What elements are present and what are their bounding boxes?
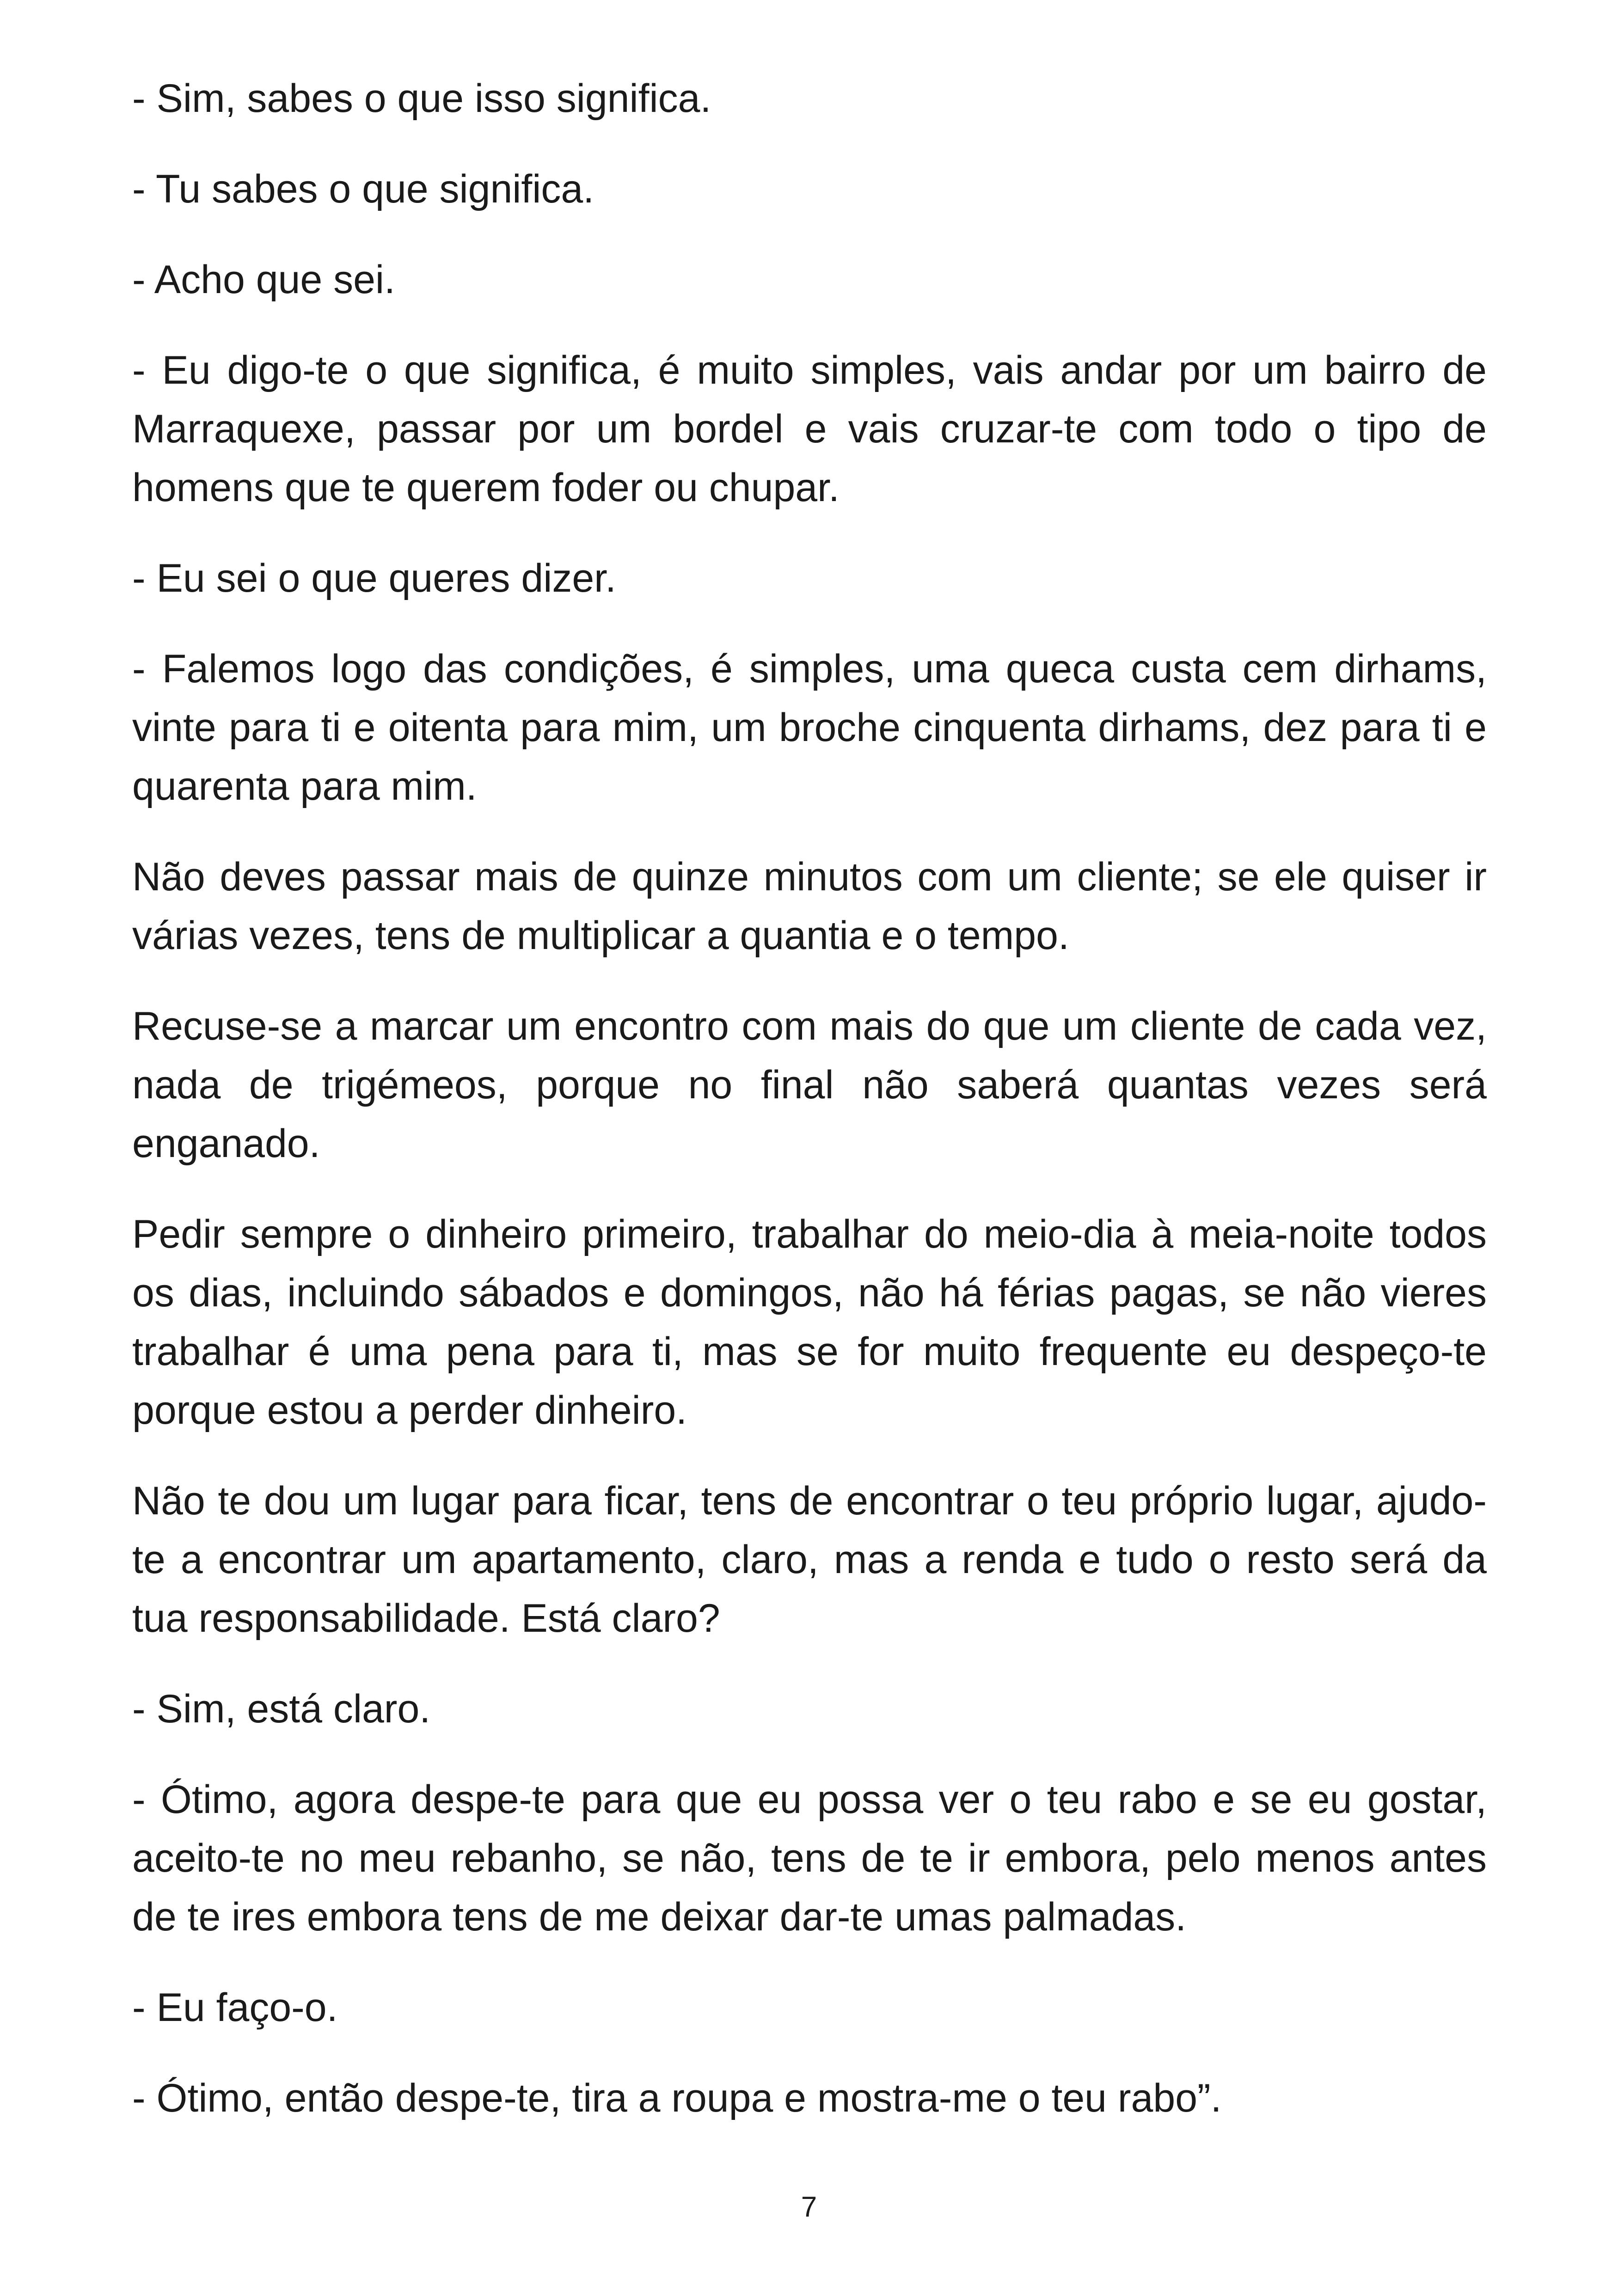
- paragraph: - Sim, sabes o que isso significa.: [132, 76, 711, 121]
- paragraph: - Eu faço-o.: [132, 1985, 338, 2030]
- paragraph: - Ótimo, agora despe-te para que eu possa ver o teu rabo e se eu gostar, aceito-te no meu rebanho, se não, tens de te ir embora, pelo menos antes de te ires embora tens de me deixar dar-te umas palmadas.: [132, 1777, 1487, 1939]
- paragraph: - Falemos logo das condições, é simples, uma queca custa cem dirhams, vinte para ti e oitenta para mim, um broche cinquenta dirhams, dez para ti e quarenta para mim.: [132, 647, 1487, 808]
- paragraph: - Eu sei o que queres dizer.: [132, 556, 616, 600]
- page-number: 7: [801, 2191, 817, 2223]
- paragraph: - Sim, está claro.: [132, 1687, 431, 1731]
- paragraph: - Acho que sei.: [132, 257, 395, 302]
- paragraph: Pedir sempre o dinheiro primeiro, trabalhar do meio-dia à meia-noite todos os dias, incluindo sábados e domingos, não há férias pagas, se não vieres trabalhar é uma pena para ti, mas se for muito frequente eu despeço-te porque estou a perder dinheiro.: [132, 1212, 1487, 1433]
- paragraph: - Tu sabes o que significa.: [132, 167, 594, 211]
- paragraph: Recuse-se a marcar um encontro com mais do que um cliente de cada vez, nada de trigémeos, porque no final não saberá quantas vezes será enganado.: [132, 1004, 1487, 1166]
- paragraph: Não te dou um lugar para ficar, tens de encontrar o teu próprio lugar, ajudo-te a encontrar um apartamento, claro, mas a renda e tudo o resto será da tua responsabilidade. Está claro?: [132, 1479, 1487, 1641]
- paragraph: - Eu digo-te o que significa, é muito simples, vais andar por um bairro de Marraquexe, passar por um bordel e vais cruzar-te com todo o tipo de homens que te querem foder ou chupar.: [132, 348, 1487, 510]
- paragraph: - Ótimo, então despe-te, tira a roupa e mostra-me o teu rabo”.: [132, 2076, 1222, 2120]
- paragraph: Não deves passar mais de quinze minutos com um cliente; se ele quiser ir várias vezes, tens de multiplicar a quantia e o tempo.: [132, 855, 1487, 958]
- body-text: [132, 69, 1487, 2160]
